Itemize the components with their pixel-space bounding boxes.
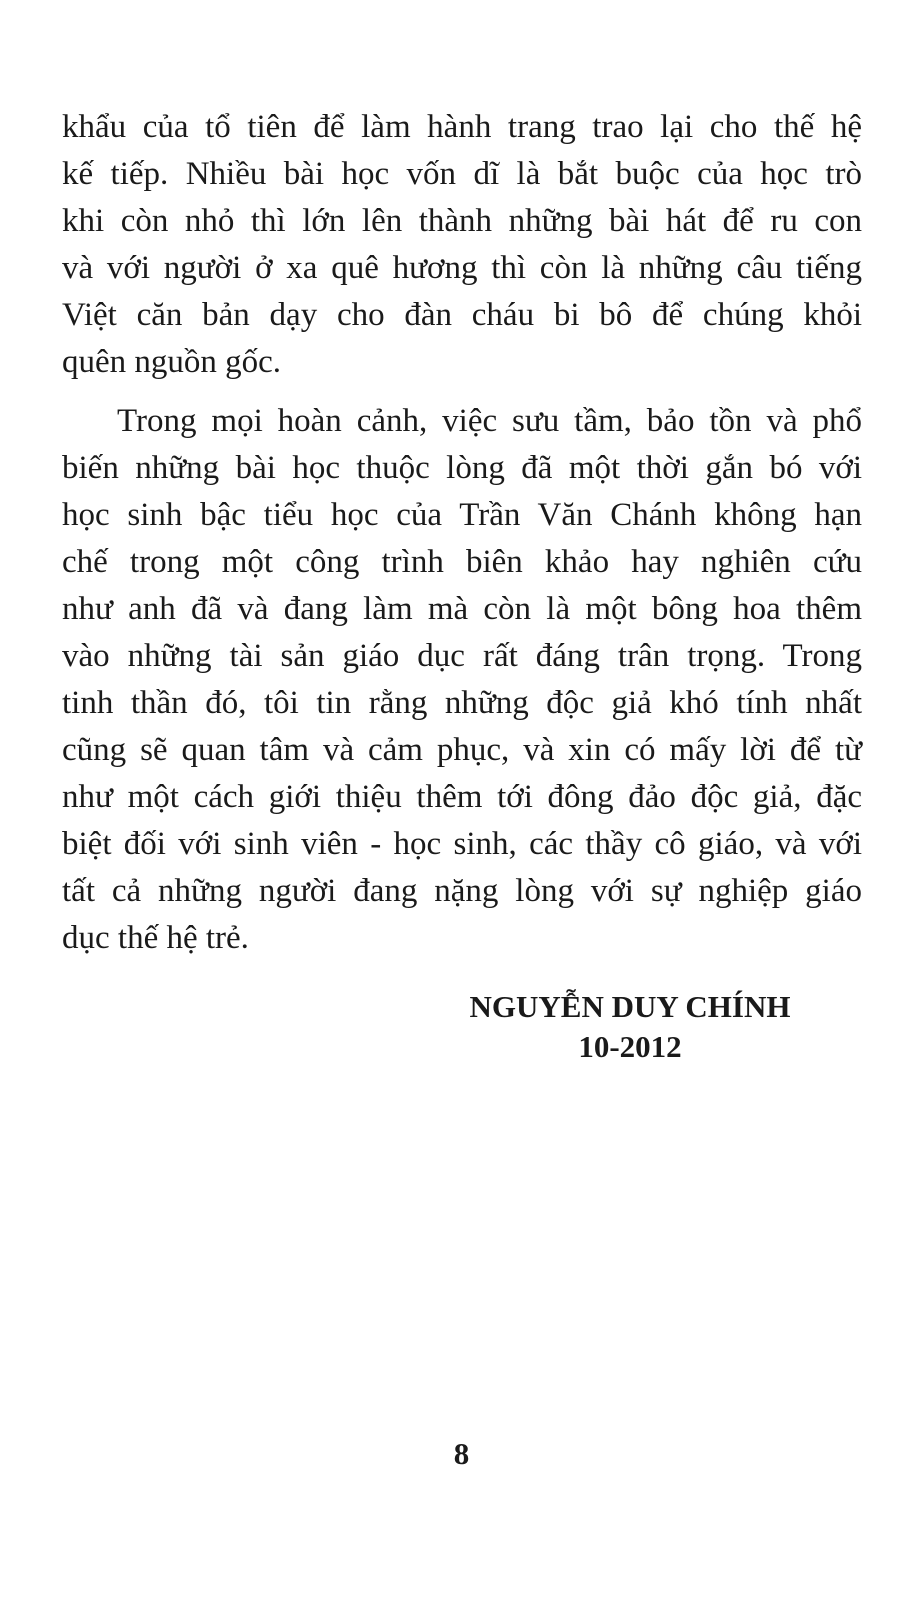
text-line: học sinh bậc tiểu học của Trần Văn Chánh không hạn bbox=[62, 497, 862, 533]
text-line: khẩu của tổ tiên để làm hành trang trao lại cho thế hệ bbox=[62, 109, 862, 145]
text-line: kế tiếp. Nhiều bài học vốn dĩ là bắt buộc của học trò bbox=[62, 156, 862, 192]
author-name: NGUYỄN DUY CHÍNH bbox=[469, 989, 791, 1024]
text-line: biệt đối với sinh viên - học sinh, các thầy cô giáo, và với bbox=[62, 826, 862, 862]
text-line: cũng sẽ quan tâm và cảm phục, và xin có mấy lời để từ bbox=[62, 732, 862, 768]
text-line: và với người ở xa quê hương thì còn là những câu tiếng bbox=[62, 250, 862, 286]
text-line: như anh đã và đang làm mà còn là một bông hoa thêm bbox=[62, 591, 862, 627]
text-line: vào những tài sản giáo dục rất đáng trân trọng. Trong bbox=[62, 638, 862, 674]
author-date: 10-2012 bbox=[578, 1029, 682, 1064]
text-line: chế trong một công trình biên khảo hay nghiên cứu bbox=[62, 544, 862, 580]
text-line: như một cách giới thiệu thêm tới đông đảo độc giả, đặc bbox=[62, 779, 862, 815]
text-line: Trong mọi hoàn cảnh, việc sưu tầm, bảo tồn và phổ bbox=[117, 403, 862, 439]
paragraph-2 bbox=[62, 398, 862, 962]
text-line: biến những bài học thuộc lòng đã một thời gắn bó với bbox=[62, 450, 862, 486]
text-line: quên nguồn gốc. bbox=[62, 344, 282, 380]
text-line: khi còn nhỏ thì lớn lên thành những bài hát để ru con bbox=[62, 203, 862, 239]
text-line: tinh thần đó, tôi tin rằng những độc giả khó tính nhất bbox=[62, 685, 862, 721]
text-line: tất cả những người đang nặng lòng với sự nghiệp giáo bbox=[62, 873, 862, 909]
text-line: Việt căn bản dạy cho đàn cháu bi bô để chúng khỏi bbox=[62, 297, 862, 333]
paragraph-1 bbox=[62, 104, 862, 386]
text-line: dục thế hệ trẻ. bbox=[62, 920, 249, 956]
page-number: 8 bbox=[453, 1436, 470, 1471]
